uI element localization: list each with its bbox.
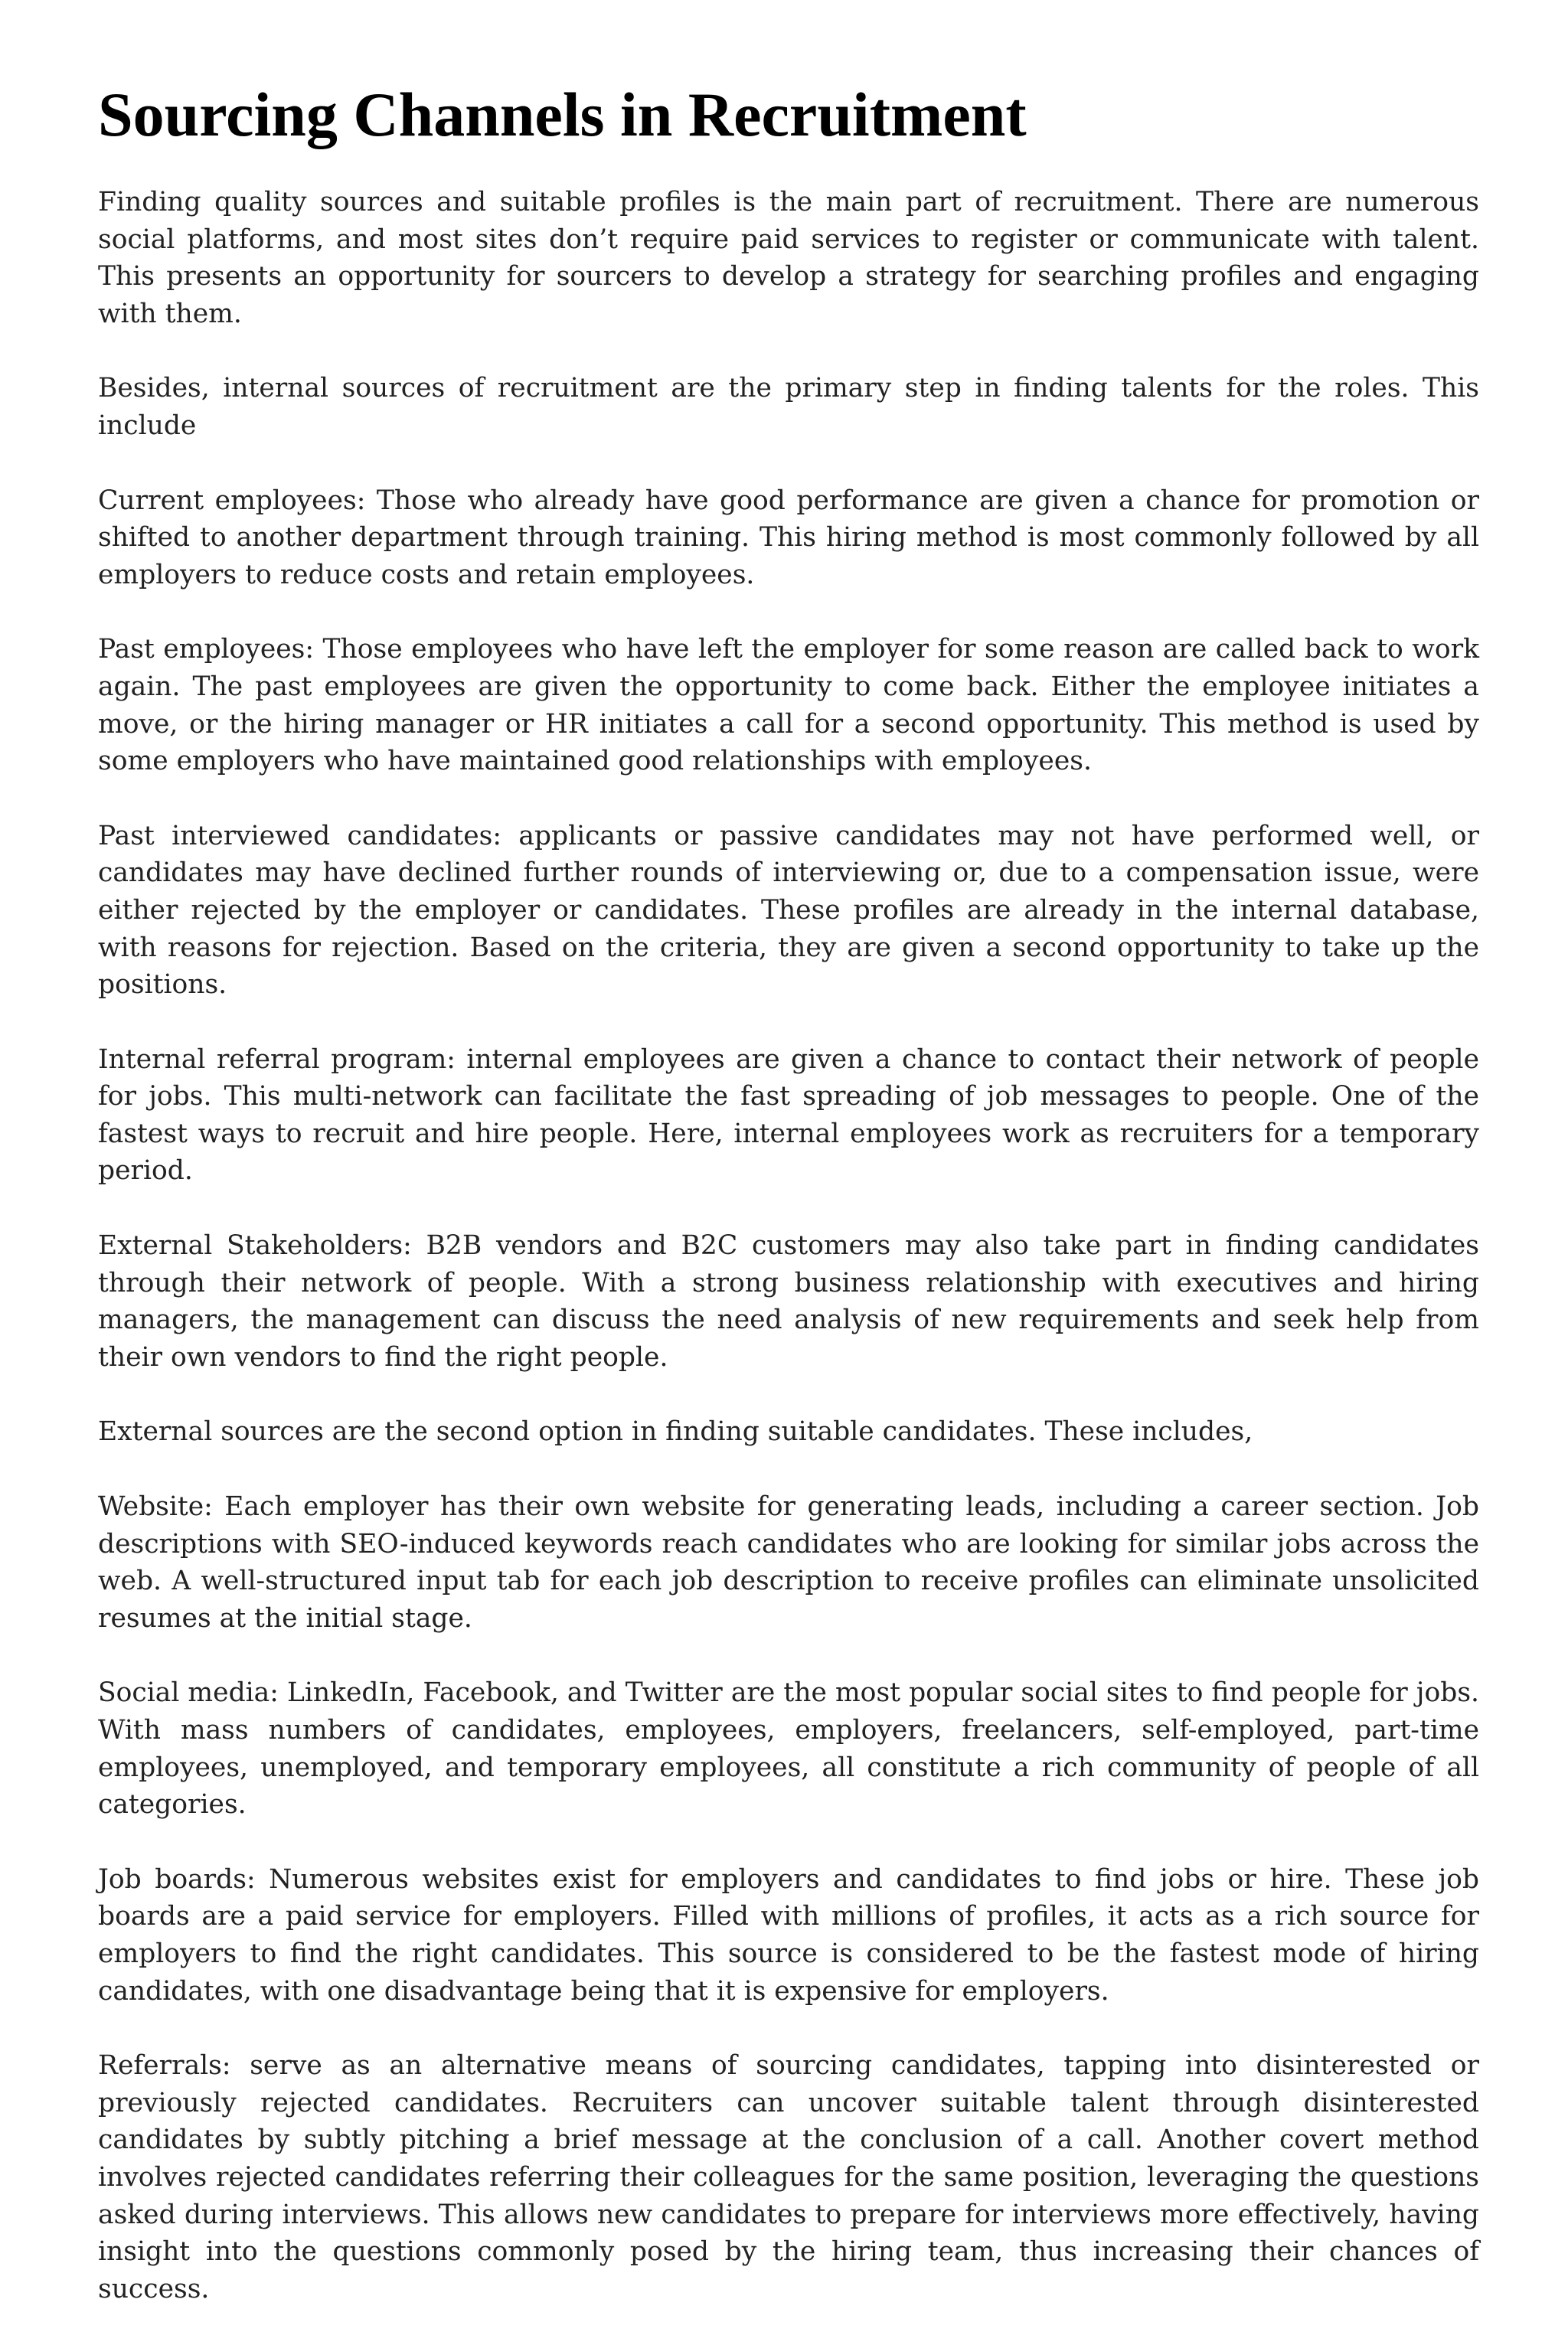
document-title: Sourcing Channels in Recruitment <box>98 80 1027 149</box>
paragraph-website: Website: Each employer has their own website for generating leads, including a career section. Job descriptions with SEO-induced keywords reach candidates who are looking for similar jobs across the web. A well-structured input tab for each job description to receive profiles can eliminate unsolicited resumes at the initial stage. <box>98 1491 1479 1634</box>
paragraph-referrals: Referrals: serve as an alternative means of sourcing candidates, tapping into disinterested or previously rejected candidates. Recruiters can uncover suitable talent through disinterested candidates by subtly pitching a brief message at the conclusion of a call. Another covert method involves rejected candidates referring their colleagues for the same position, leveraging the questions asked during interviews. This allows new candidates to prepare for interviews more effectively, having insight into the questions commonly posed by the hiring team, thus increasing their chances of success. <box>98 2050 1479 2304</box>
document-page <box>98 77 1479 2345</box>
paragraph-job-boards: Job boards: Numerous websites exist for employers and candidates to find jobs or hire. These job boards are a paid service for employers. Filled with millions of profiles, it acts as a rich source for employers to find the right candidates. This source is considered to be the fastest mode of hiring candidates, with one disadvantage being that it is expensive for employers. <box>98 1863 1479 2007</box>
paragraph-external-sources: External sources are the second option in finding suitable candidates. These includes, <box>98 1416 1253 1448</box>
paragraph-intro: Finding quality sources and suitable profiles is the main part of recruitment. There are numerous social platforms, and most sites don’t require paid services to register or communicate with talent. This presents an opportunity for sourcers to develop a strategy for searching profiles and engaging with them. <box>98 187 1479 329</box>
paragraph-internal-referral-program: Internal referral program: internal employees are given a chance to contact their network of people for jobs. This multi-network can facilitate the fast spreading of job messages to people. One of the fastest ways to recruit and hire people. Here, internal employees work as recruiters for a temporary period. <box>98 1043 1479 1187</box>
paragraph-past-interviewed-candidates: Past interviewed candidates: applicants or passive candidates may not have performed well, or candidates may have declined further rounds of interviewing or, due to a compensation issue, were either rejected by the employer or candidates. These profiles are already in the internal database, with reasons for rejection. Based on the criteria, they are given a second opportunity to take up the positions. <box>98 820 1479 1001</box>
paragraph-external-stakeholders: External Stakeholders: B2B vendors and B2C customers may also take part in finding candidates through their network of people. With a strong business relationship with executives and hiring managers, the management can discuss the need analysis of new requirements and seek help from their own vendors to find the right people. <box>98 1230 1479 1373</box>
paragraph-internal-sources: Besides, internal sources of recruitment are the primary step in finding talents for the roles. This include <box>98 373 1479 441</box>
paragraph-past-employees: Past employees: Those employees who have left the employer for some reason are called back to work again. The past employees are given the opportunity to come back. Either the employee initiates a move, or the hiring manager or HR initiates a call for a second opportunity. This method is used by some employers who have maintained good relationships with employees. <box>98 634 1479 777</box>
paragraph-current-employees: Current employees: Those who already have good performance are given a chance for promotion or shifted to another department through training. This hiring method is most commonly followed by all employers to reduce costs and retain employees. <box>98 485 1479 590</box>
paragraph-social-media: Social media: LinkedIn, Facebook, and Twitter are the most popular social sites to find people for jobs. With mass numbers of candidates, employees, employers, freelancers, self-employed, part-time employees, unemployed, and temporary employees, all constitute a rich community of people of all categories. <box>98 1677 1479 1821</box>
